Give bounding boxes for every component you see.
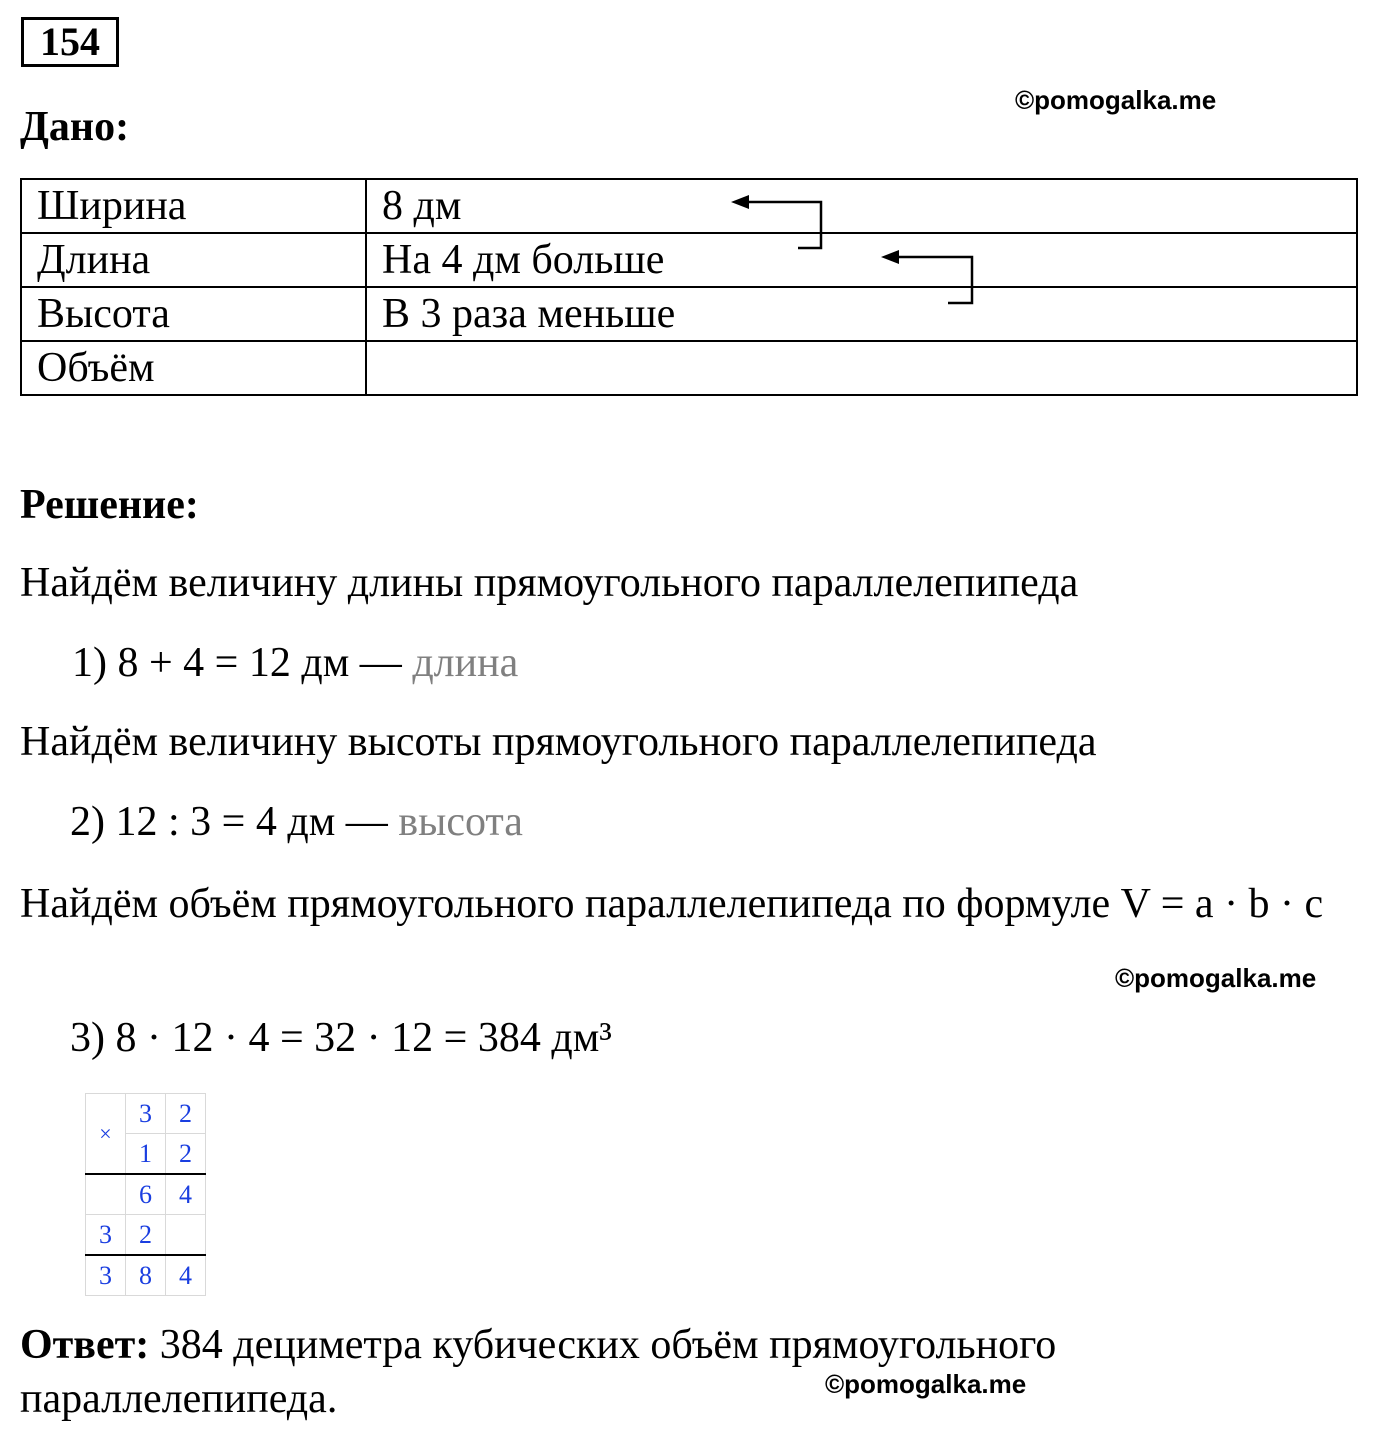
- given-value-volume: [366, 341, 1357, 395]
- given-heading: Дано:: [20, 104, 130, 150]
- step1-calc: 1) 8 + 4 = 12 дм —: [72, 640, 413, 686]
- task-number: 154: [21, 17, 119, 67]
- given-table: [20, 178, 1358, 396]
- step3-calc: 3) 8 · 12 · 4 = 32 · 12 = 384 дм³: [70, 1015, 612, 1061]
- digit-cell: 2: [166, 1134, 206, 1175]
- watermark: ©pomogalka.me: [1015, 85, 1217, 115]
- digit-cell: 4: [166, 1255, 206, 1296]
- digit-cell: 3: [126, 1094, 166, 1134]
- given-label-volume: Объём: [21, 341, 366, 395]
- step2-calc: 2) 12 : 3 = 4 дм —: [70, 799, 399, 845]
- step2-intro: Найдём величину высоты прямоугольного параллелепипеда: [20, 719, 1097, 765]
- step2-line: [70, 797, 523, 847]
- step2-note: высота: [398, 799, 523, 845]
- table-row: [21, 341, 1357, 395]
- watermark: ©pomogalka.me: [825, 1369, 1027, 1399]
- table-row: [21, 287, 1357, 341]
- table-row: [86, 1094, 206, 1134]
- table-row: [21, 233, 1357, 287]
- watermark: ©pomogalka.me: [1115, 963, 1317, 993]
- digit-cell: 3: [86, 1255, 126, 1296]
- digit-cell: 4: [166, 1174, 206, 1215]
- given-label-height: Высота: [21, 287, 366, 341]
- step3-intro: Найдём объём прямоугольного параллелепипеда по формуле V = a · b · c: [20, 881, 1324, 927]
- multiply-sign: ×: [86, 1094, 126, 1175]
- given-value-length: На 4 дм больше: [366, 233, 1357, 287]
- digit-cell: 2: [126, 1215, 166, 1256]
- table-row: [86, 1255, 206, 1296]
- table-row: [21, 179, 1357, 233]
- digit-cell: 1: [126, 1134, 166, 1175]
- table-row: [86, 1215, 206, 1256]
- column-multiplication: [85, 1093, 206, 1296]
- step1-intro: Найдём величину длины прямоугольного параллелепипеда: [20, 560, 1079, 606]
- solution-heading: Решение:: [20, 482, 199, 528]
- digit-cell: 2: [166, 1094, 206, 1134]
- given-label-width: Ширина: [21, 179, 366, 233]
- answer-text: 384 дециметра кубических объём прямоугольного параллелепипеда.: [20, 1322, 1057, 1422]
- table-row: [86, 1174, 206, 1215]
- digit-cell: [166, 1215, 206, 1256]
- digit-cell: 8: [126, 1255, 166, 1296]
- step1-note: длина: [412, 640, 519, 686]
- step1-line: [72, 638, 518, 688]
- digit-cell: 6: [126, 1174, 166, 1215]
- given-value-height: В 3 раза меньше: [366, 287, 1357, 341]
- digit-cell: 3: [86, 1215, 126, 1256]
- given-label-length: Длина: [21, 233, 366, 287]
- given-value-width: 8 дм: [366, 179, 1357, 233]
- answer-label: Ответ:: [20, 1322, 150, 1368]
- digit-cell: [86, 1174, 126, 1215]
